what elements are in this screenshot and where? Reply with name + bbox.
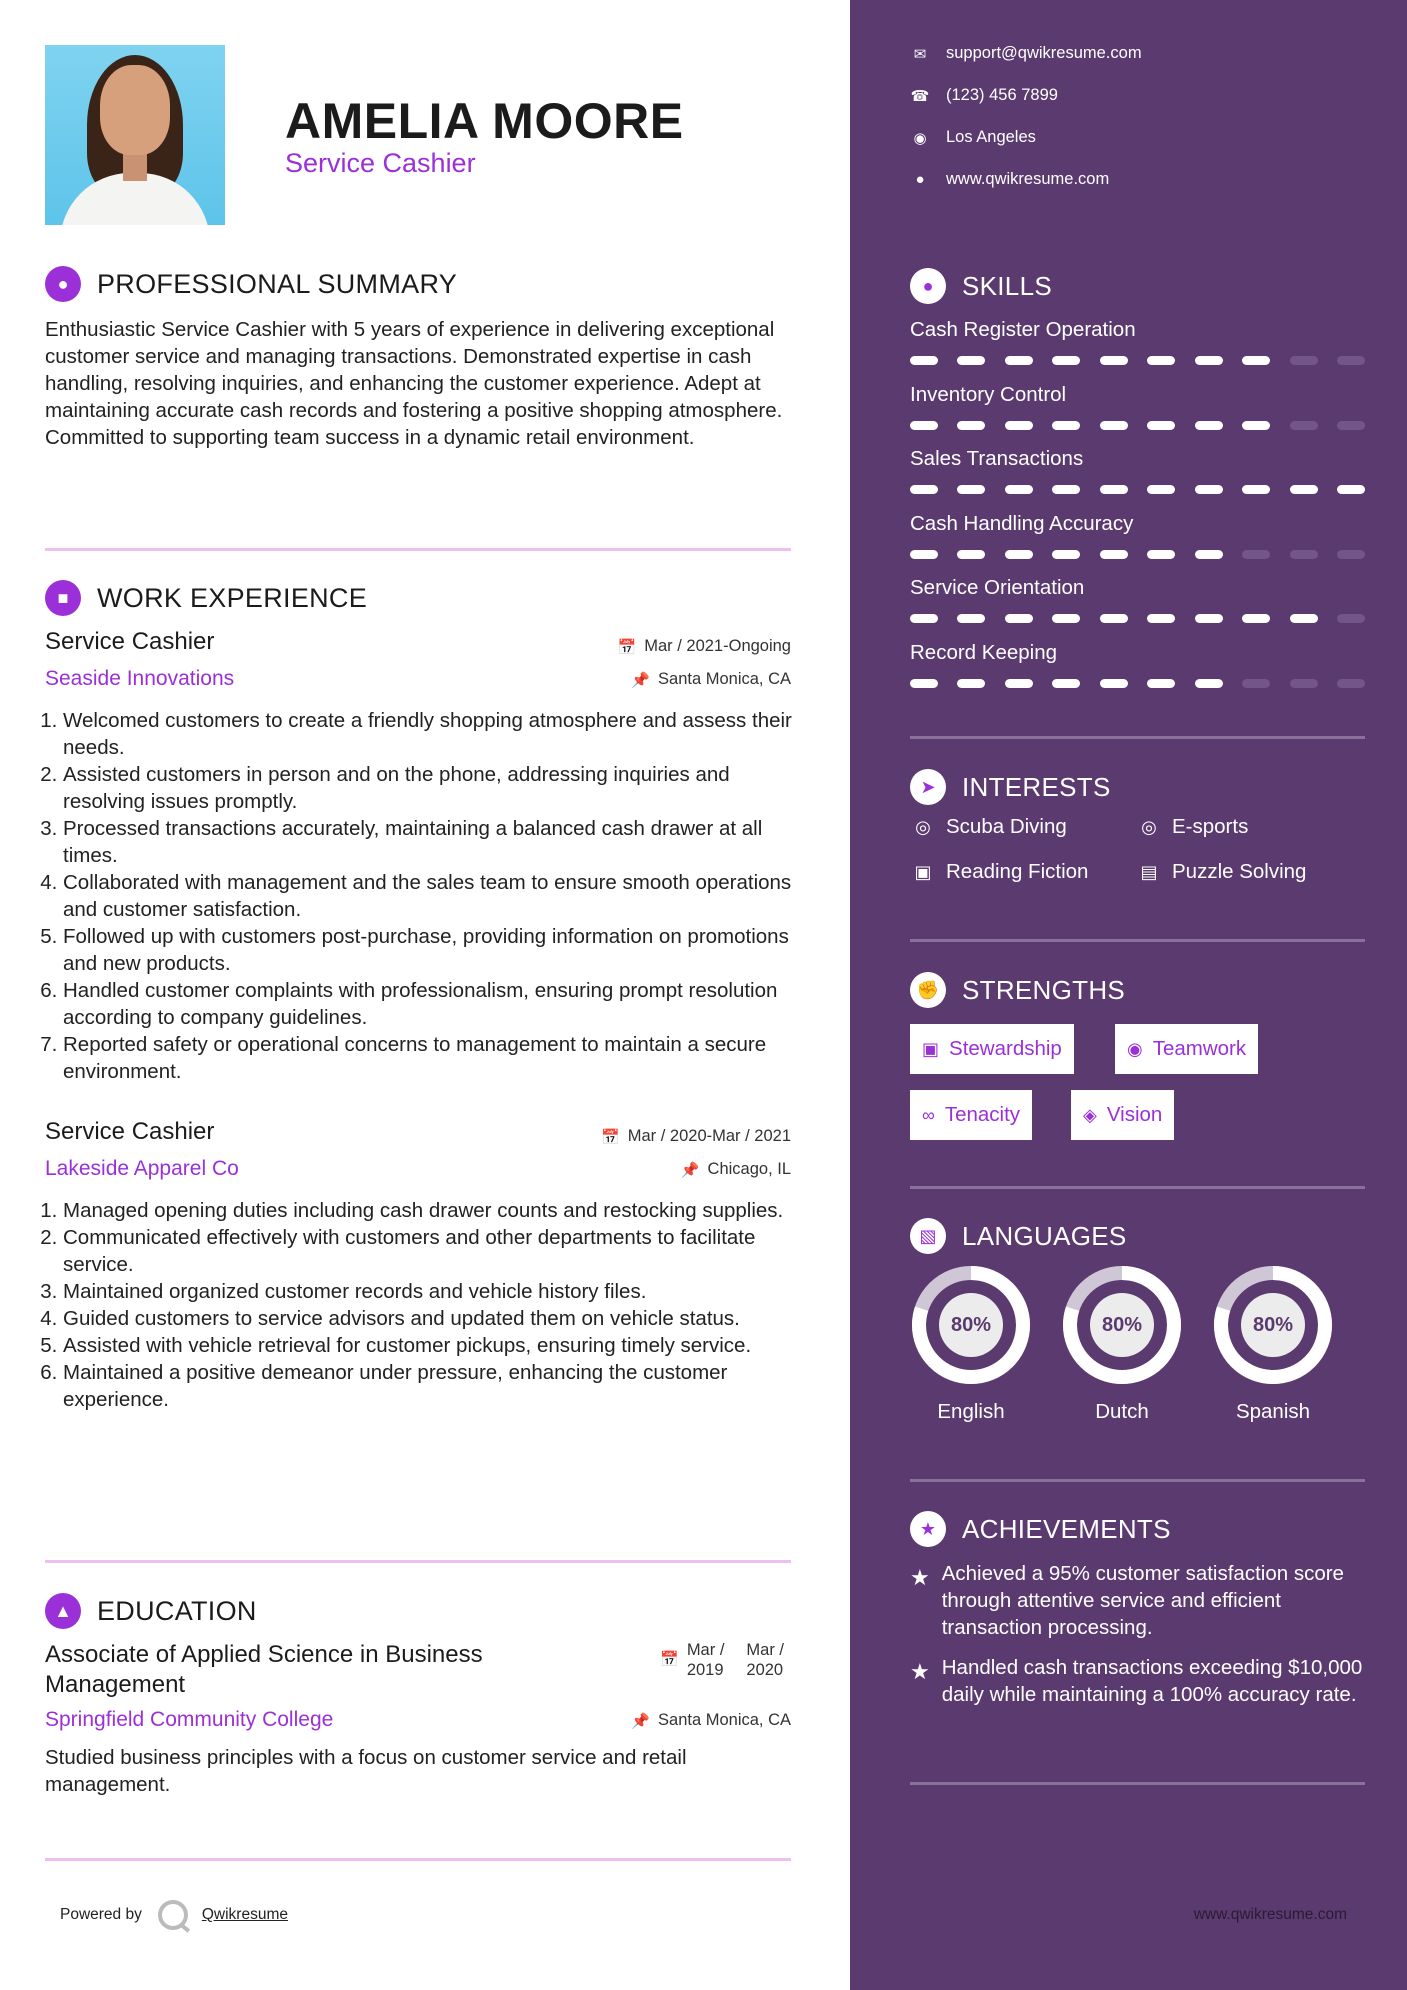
skill-dot: [1195, 679, 1223, 688]
section-divider: [910, 1186, 1365, 1189]
education-location: 📌 Santa Monica, CA: [631, 1711, 791, 1730]
language-item: [1212, 1264, 1334, 1424]
skill-dot: [957, 679, 985, 688]
skill-dot: [1100, 356, 1128, 365]
list-item: 5. Followed up with customers post-purchase, providing information on promotions and new products.: [63, 923, 801, 977]
skill-dot: [1147, 356, 1175, 365]
skill-dot: [1052, 614, 1080, 623]
skill-dot: [1052, 356, 1080, 365]
list-item: 6. Maintained a positive demeanor under pressure, enhancing the customer experience.: [63, 1359, 801, 1413]
skill-dot: [1100, 421, 1128, 430]
star-icon: ★: [910, 1511, 946, 1547]
calendar-icon: 📅: [660, 1651, 679, 1668]
phone-icon: ☎: [910, 87, 930, 105]
contact-website[interactable]: ● www.qwikresume.com: [910, 170, 1109, 189]
interests-heading: ➤ INTERESTS: [910, 769, 1111, 805]
skill-dot: [1100, 679, 1128, 688]
skill-dot: [1147, 550, 1175, 559]
interest-item: ◎ E-sports: [1136, 815, 1248, 839]
contact-email[interactable]: ✉ support@qwikresume.com: [910, 44, 1142, 63]
school-name: Springfield Community College: [45, 1708, 334, 1731]
skill-dot: [1242, 614, 1270, 623]
job-title: Service Cashier: [45, 628, 215, 655]
job-company: Seaside Innovations: [45, 667, 235, 690]
skill-dot: [1290, 421, 1318, 430]
strength-badge: ▣ Stewardship: [910, 1024, 1074, 1074]
job-company: Lakeside Apparel Co: [45, 1157, 239, 1180]
section-divider: [45, 1560, 791, 1563]
skill-dot: [1005, 550, 1033, 559]
lightbulb-icon: ●: [910, 268, 946, 304]
job-bullets: [63, 1197, 801, 1413]
language-name: Dutch: [1095, 1400, 1149, 1423]
skill-name: Record Keeping: [910, 640, 1058, 664]
briefcase-icon: ■: [45, 580, 81, 616]
strength-badge: ∞ Tenacity: [910, 1090, 1032, 1140]
skill-dot: [1195, 485, 1223, 494]
experience-heading: ■ WORK EXPERIENCE: [45, 580, 367, 616]
skill-dot: [1100, 550, 1128, 559]
skill-dot: [1147, 679, 1175, 688]
pin-icon: 📌: [631, 1712, 651, 1730]
skill-meter: [910, 421, 1365, 430]
job-dates: 📅 Mar / 2021-Ongoing: [617, 637, 791, 656]
skill-row: [910, 383, 1365, 430]
list-item: 2. Communicated effectively with customers and other departments to facilitate service.: [63, 1224, 801, 1278]
skill-dot: [1052, 485, 1080, 494]
map-pin-icon: ◉: [913, 129, 927, 147]
powered-by: Powered by Qwikresume: [60, 1900, 288, 1930]
skill-dot: [1147, 421, 1175, 430]
list-item: 7. Reported safety or operational concerns to management to maintain a secure environment.: [63, 1031, 801, 1085]
language-name: Spanish: [1235, 1400, 1311, 1423]
skill-dot: [1052, 550, 1080, 559]
skill-row: [910, 318, 1365, 365]
achievement-item: ★ Handled cash transactions exceeding $10,000 daily while maintaining a 100% accuracy rate.: [910, 1656, 1363, 1706]
job-location: 📌 Chicago, IL: [680, 1160, 791, 1179]
education-heading: ▲ EDUCATION: [45, 1593, 257, 1629]
skill-meter: [910, 356, 1365, 365]
skill-dot: [1052, 679, 1080, 688]
section-divider: [910, 736, 1365, 739]
list-item: 2. Assisted customers in person and on the phone, addressing inquiries and resolving issues promptly.: [63, 761, 801, 815]
globe-icon: ●: [915, 171, 925, 188]
language-ring: [1212, 1264, 1334, 1386]
skill-dot: [1195, 550, 1223, 559]
skill-dot: [1005, 356, 1033, 365]
skill-name: Inventory Control: [910, 382, 1067, 406]
skill-dot: [1290, 485, 1318, 494]
skill-dot: [957, 356, 985, 365]
skill-dot: [1242, 550, 1270, 559]
contact-location: ◉ Los Angeles: [910, 128, 1036, 147]
section-divider: [45, 1858, 791, 1861]
language-percent: 80%: [939, 1293, 1003, 1357]
sidebar: [850, 0, 1407, 1990]
skill-meter: [910, 679, 1365, 688]
skill-dot: [957, 421, 985, 430]
skill-dot: [957, 614, 985, 623]
language-icon: ▧: [910, 1218, 946, 1254]
skill-dot: [910, 550, 938, 559]
pin-icon: 📌: [631, 671, 651, 689]
shooting-star-icon: ★: [910, 1565, 930, 1590]
language-percent: 80%: [1241, 1293, 1305, 1357]
skill-dot: [1005, 421, 1033, 430]
language-ring: [910, 1264, 1032, 1386]
list-item: 4. Collaborated with management and the sales team to ensure smooth operations and customer satisfaction.: [63, 869, 801, 923]
skill-meter: [910, 485, 1365, 494]
skill-dot: [910, 421, 938, 430]
contact-phone[interactable]: ☎ (123) 456 7899: [910, 86, 1058, 105]
language-percent: 80%: [1090, 1293, 1154, 1357]
skill-dot: [1052, 421, 1080, 430]
achievement-item: ★ Achieved a 95% customer satisfaction score through attentive service and efficient transaction processing.: [910, 1562, 1344, 1639]
languages-heading: ▧ LANGUAGES: [910, 1218, 1127, 1254]
skill-dot: [1242, 485, 1270, 494]
list-item: 1. Managed opening duties including cash drawer counts and restocking supplies.: [63, 1197, 801, 1224]
skill-dot: [1242, 356, 1270, 365]
gamepad-icon: ▣: [914, 861, 932, 882]
skill-dot: [1195, 421, 1223, 430]
skill-dot: [1147, 485, 1175, 494]
skill-dot: [910, 356, 938, 365]
skill-dot: [1100, 614, 1128, 623]
skill-dot: [1290, 614, 1318, 623]
skill-dot: [1337, 356, 1365, 365]
skill-dot: [1290, 679, 1318, 688]
skill-dot: [1005, 485, 1033, 494]
skill-name: Cash Handling Accuracy: [910, 511, 1134, 535]
skill-dot: [1337, 679, 1365, 688]
skill-row: [910, 512, 1365, 559]
strength-badge: ◉ Teamwork: [1115, 1024, 1258, 1074]
strength-badge: ◈ Vision: [1071, 1090, 1174, 1140]
binoculars-icon: ◈: [1083, 1104, 1097, 1125]
interest-item: ▣ Reading Fiction: [910, 860, 1088, 884]
candidate-name: AMELIA MOORE: [285, 93, 684, 149]
list-item: 3. Maintained organized customer records and vehicle history files.: [63, 1278, 801, 1305]
language-item: [910, 1264, 1032, 1424]
language-item: [1061, 1264, 1183, 1424]
qwikresume-link[interactable]: Qwikresume: [201, 1906, 288, 1923]
list-item: 1. Welcomed customers to create a friendly shopping atmosphere and assess their needs.: [63, 707, 801, 761]
list-item: 4. Guided customers to service advisors and updated them on vehicle status.: [63, 1305, 801, 1332]
summary-text: Enthusiastic Service Cashier with 5 years of experience in delivering exceptional customer service and managing transactions. Demonstrated expertise in cash handling, resolving inquiries, and enhancing the customer experience. Adept at maintaining accurate cash records and fostering a positive shopping atmosphere. Committed to supporting team success in a dynamic retail environment.: [45, 318, 783, 449]
list-item: 3. Processed transactions accurately, maintaining a balanced cash drawer at all times.: [63, 815, 801, 869]
calendar-icon: 📅: [601, 1128, 620, 1146]
degree-title: Associate of Applied Science in Business Management: [45, 1641, 483, 1698]
language-ring: [1061, 1264, 1183, 1386]
skill-dot: [1290, 550, 1318, 559]
skill-dot: [1100, 485, 1128, 494]
skill-dot: [1005, 614, 1033, 623]
job-bullets: [63, 707, 801, 1085]
job-dates: 📅 Mar / 2020-Mar / 2021: [601, 1127, 791, 1146]
skill-dot: [957, 485, 985, 494]
life-ring-icon: ◎: [1141, 816, 1157, 837]
life-ring-icon: ◎: [915, 816, 931, 837]
skill-row: [910, 576, 1365, 623]
interest-item: ◎ Scuba Diving: [910, 815, 1067, 839]
skill-dot: [1290, 356, 1318, 365]
skill-row: [910, 447, 1365, 494]
skill-dot: [910, 614, 938, 623]
skill-name: Sales Transactions: [910, 447, 1084, 470]
skill-dot: [1242, 421, 1270, 430]
skills-heading: ● SKILLS: [910, 268, 1052, 304]
skill-dot: [957, 550, 985, 559]
user-icon: ●: [45, 266, 81, 302]
envelope-icon: ✉: [913, 45, 927, 63]
strengths-heading: ✊ STRENGTHS: [910, 972, 1125, 1008]
skill-dot: [1005, 679, 1033, 688]
job-title: Service Cashier: [45, 1118, 215, 1145]
summary-heading: ● PROFESSIONAL SUMMARY: [45, 266, 457, 302]
skill-dot: [1147, 614, 1175, 623]
skill-row: [910, 641, 1365, 688]
profile-photo: [45, 45, 225, 225]
education-text: Studied business principles with a focus on customer service and retail management.: [45, 1746, 687, 1796]
calendar-icon: 📅: [617, 638, 637, 656]
skill-dot: [1242, 679, 1270, 688]
skill-dot: [1195, 356, 1223, 365]
link-icon: ∞: [922, 1104, 935, 1125]
pin-icon: 📌: [680, 1161, 700, 1179]
shooting-star-icon: ★: [910, 1659, 930, 1684]
language-name: English: [937, 1400, 1005, 1423]
achievements-heading: ★ ACHIEVEMENTS: [910, 1511, 1171, 1547]
section-divider: [45, 548, 791, 551]
skill-meter: [910, 614, 1365, 623]
skill-dot: [1337, 421, 1365, 430]
skill-dot: [910, 485, 938, 494]
footer-site[interactable]: www.qwikresume.com: [1193, 1906, 1347, 1923]
interest-item: ▤ Puzzle Solving: [1136, 860, 1306, 884]
education-dates: 📅 Mar / 2019 Mar / 2020: [660, 1641, 784, 1679]
candidate-role: Service Cashier: [285, 148, 476, 178]
fist-icon: ✊: [910, 972, 946, 1008]
skill-dot: [1337, 485, 1365, 494]
skill-dot: [1195, 614, 1223, 623]
job-location: 📌 Santa Monica, CA: [631, 670, 791, 689]
graduate-icon: ▲: [45, 1593, 81, 1629]
section-divider: [910, 1782, 1365, 1785]
section-divider: [910, 939, 1365, 942]
list-item: 6. Handled customer complaints with professionalism, ensuring prompt resolution according to company guidelines.: [63, 977, 801, 1031]
skill-dot: [1337, 614, 1365, 623]
skill-meter: [910, 550, 1365, 559]
skill-name: Service Orientation: [910, 576, 1085, 599]
section-divider: [910, 1479, 1365, 1482]
paper-plane-icon: ➤: [910, 769, 946, 805]
skill-dot: [1337, 550, 1365, 559]
skill-name: Cash Register Operation: [910, 318, 1136, 341]
list-item: 5. Assisted with vehicle retrieval for customer pickups, ensuring timely service.: [63, 1332, 801, 1359]
users-icon: ◉: [1127, 1038, 1143, 1059]
book-icon: ▤: [1140, 861, 1158, 882]
skill-dot: [910, 679, 938, 688]
qwikresume-logo-icon: [158, 1900, 188, 1930]
briefcase-icon: ▣: [922, 1038, 940, 1059]
